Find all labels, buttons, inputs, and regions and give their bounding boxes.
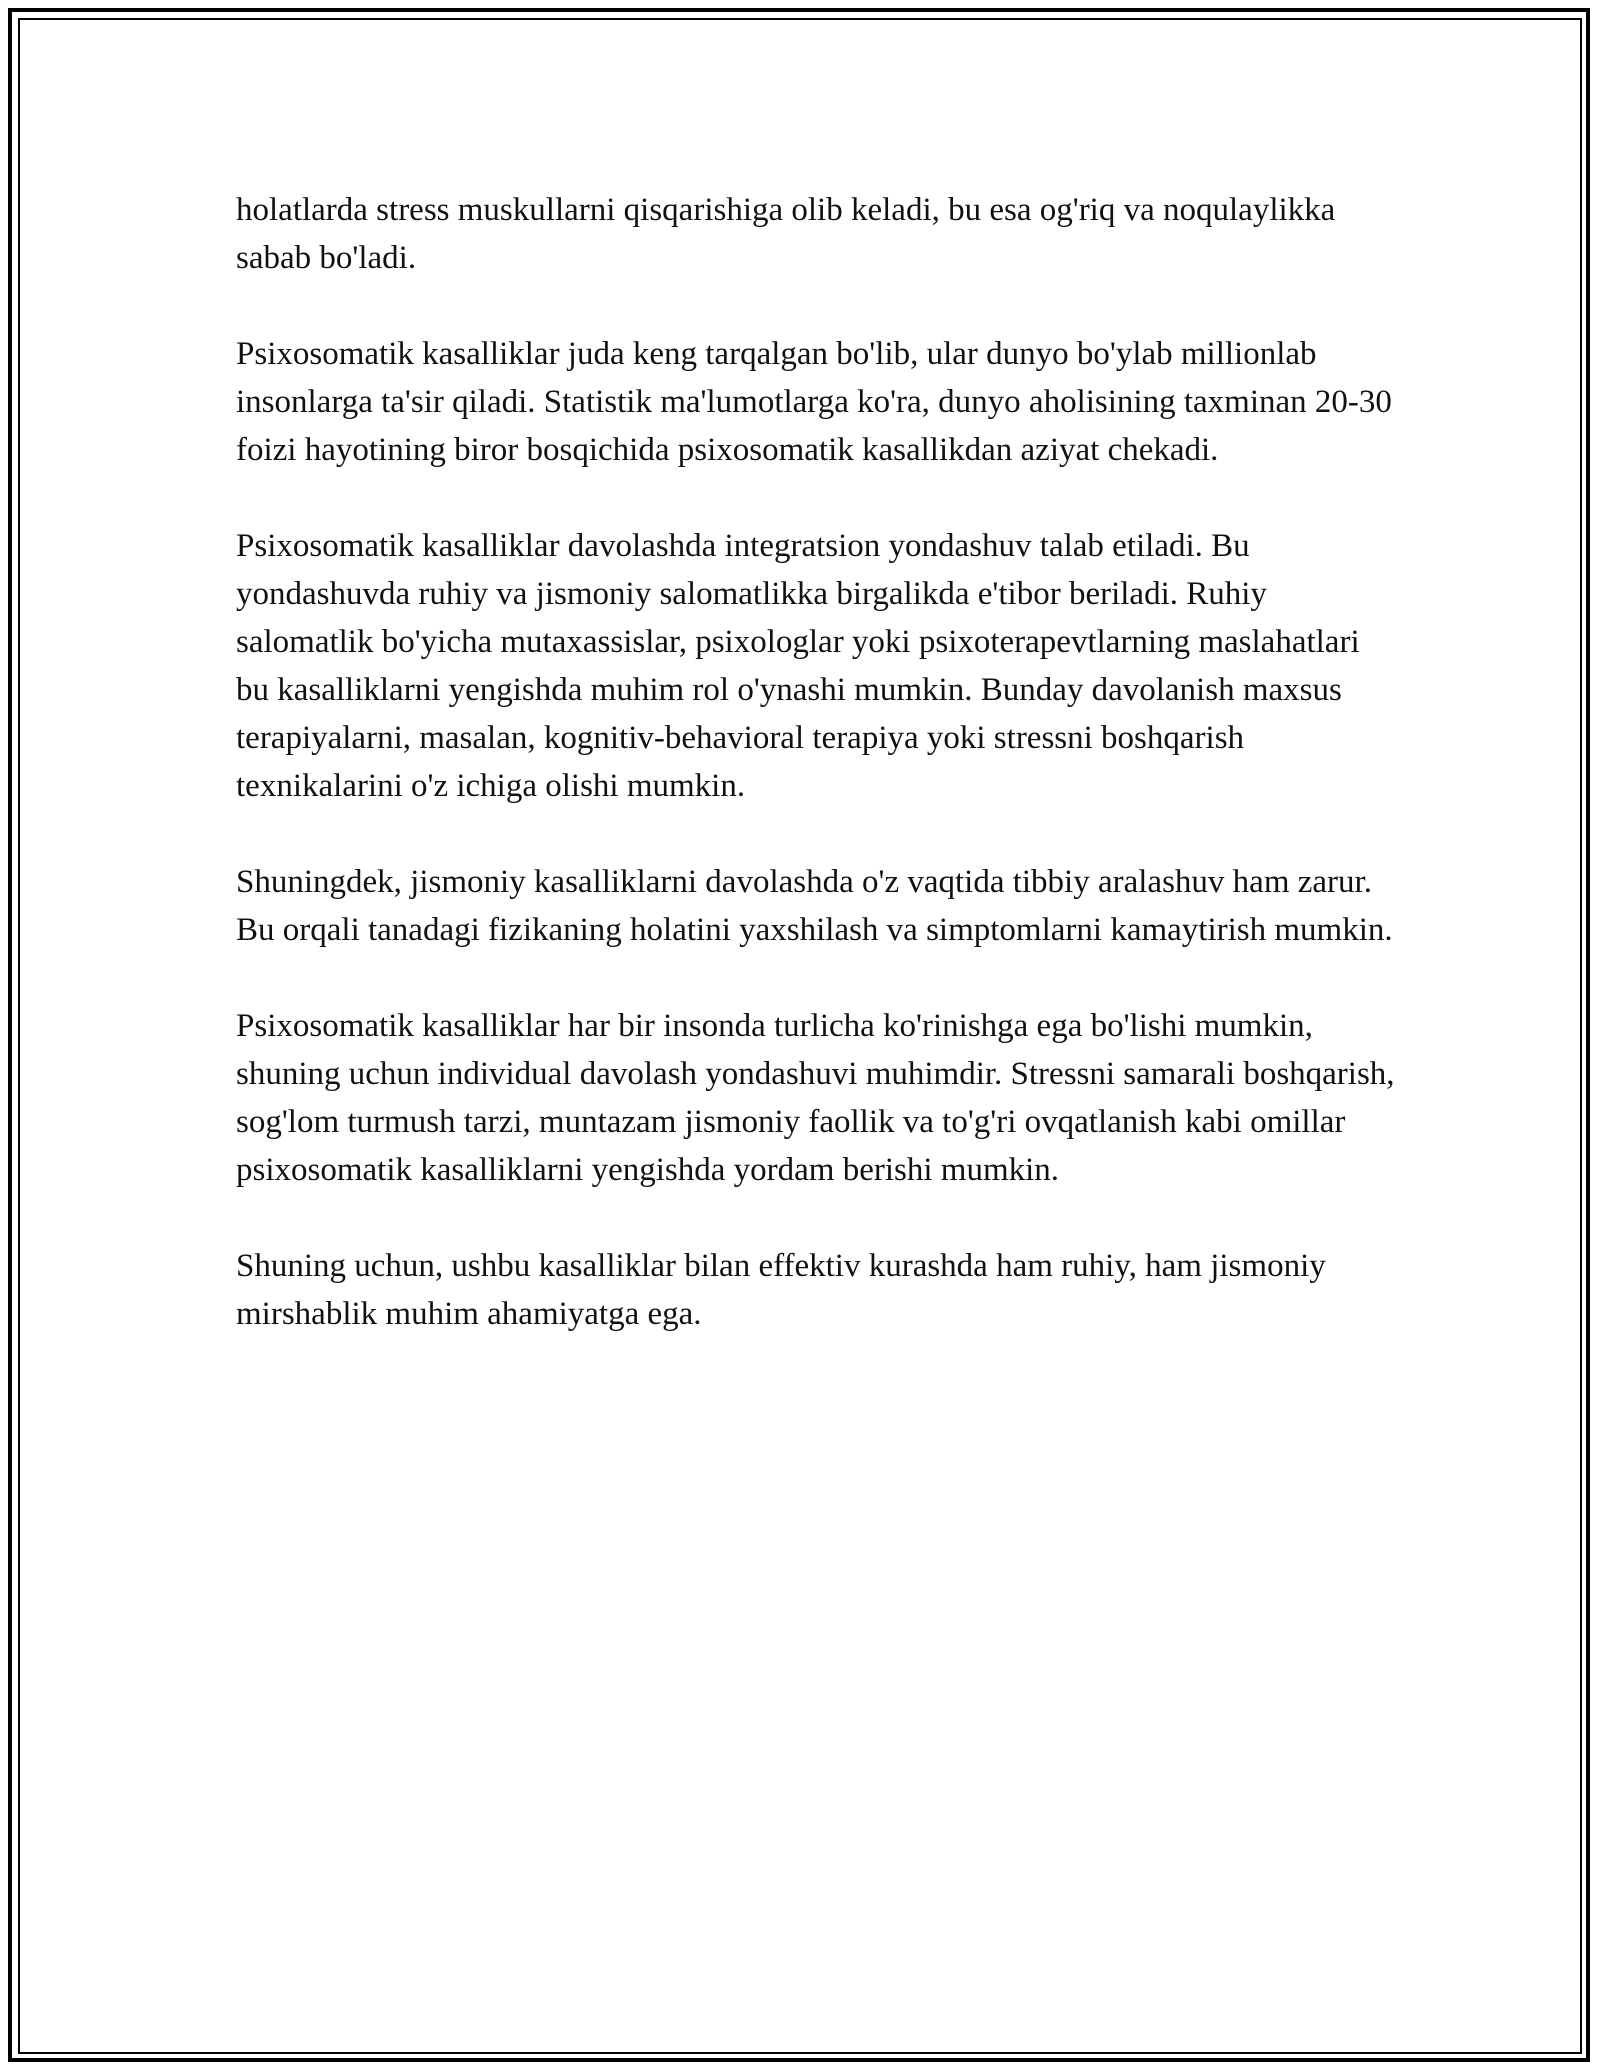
paragraph: Psixosomatik kasalliklar juda keng tarqalgan bo'lib, ular dunyo bo'ylab millionlab insonlarga ta'sir qiladi. Statistik ma'lumotlarga ko'ra, dunyo aholisining taxminan 20-30 foizi hayotining biror bosqichida psixosomatik kasallikdan aziyat chekadi. bbox=[236, 336, 1392, 468]
paragraph: Psixosomatik kasalliklar har bir insonda turlicha ko'rinishga ega bo'lishi mumkin, shuning uchun individual davolash yondashuvi muhimdir. Stressni samarali boshqarish, sog'lom turmush tarzi, muntazam jismoniy faollik va to'g'ri ovqatlanish kabi omillar psixosomatik kasalliklarni yengishda yordam berishi mumkin. bbox=[236, 1008, 1395, 1188]
paragraph: Shuning uchun, ushbu kasalliklar bilan effektiv kurashda ham ruhiy, ham jismoniy mirshablik muhim ahamiyatga ega. bbox=[236, 1248, 1326, 1332]
paragraph: Psixosomatik kasalliklar davolashda integratsion yondashuv talab etiladi. Bu yondashuvda ruhiy va jismoniy salomatlikka birgalikda e'tibor beriladi. Ruhiy salomatlik bo'yicha mutaxassislar, psixologlar yoki psixoterapevtlarning maslahatlari bu kasalliklarni yengishda muhim rol o'ynashi mumkin. Bunday davolanish maxsus terapiyalarni, masalan, kognitiv-behavioral terapiya yoki stressni boshqarish texnikalarini o'z ichiga olishi mumkin. bbox=[236, 528, 1360, 804]
paragraph: Shuningdek, jismoniy kasalliklarni davolashda o'z vaqtida tibbiy aralashuv ham zarur. Bu orqali tanadagi fizikaning holatini yaxshilash va simptomlarni kamaytirish mumkin. bbox=[236, 864, 1393, 948]
paragraph: holatlarda stress muskullarni qisqarishiga olib keladi, bu esa og'riq va noqulaylikka sabab bo'ladi. bbox=[236, 192, 1336, 276]
document-body bbox=[236, 186, 1396, 1386]
